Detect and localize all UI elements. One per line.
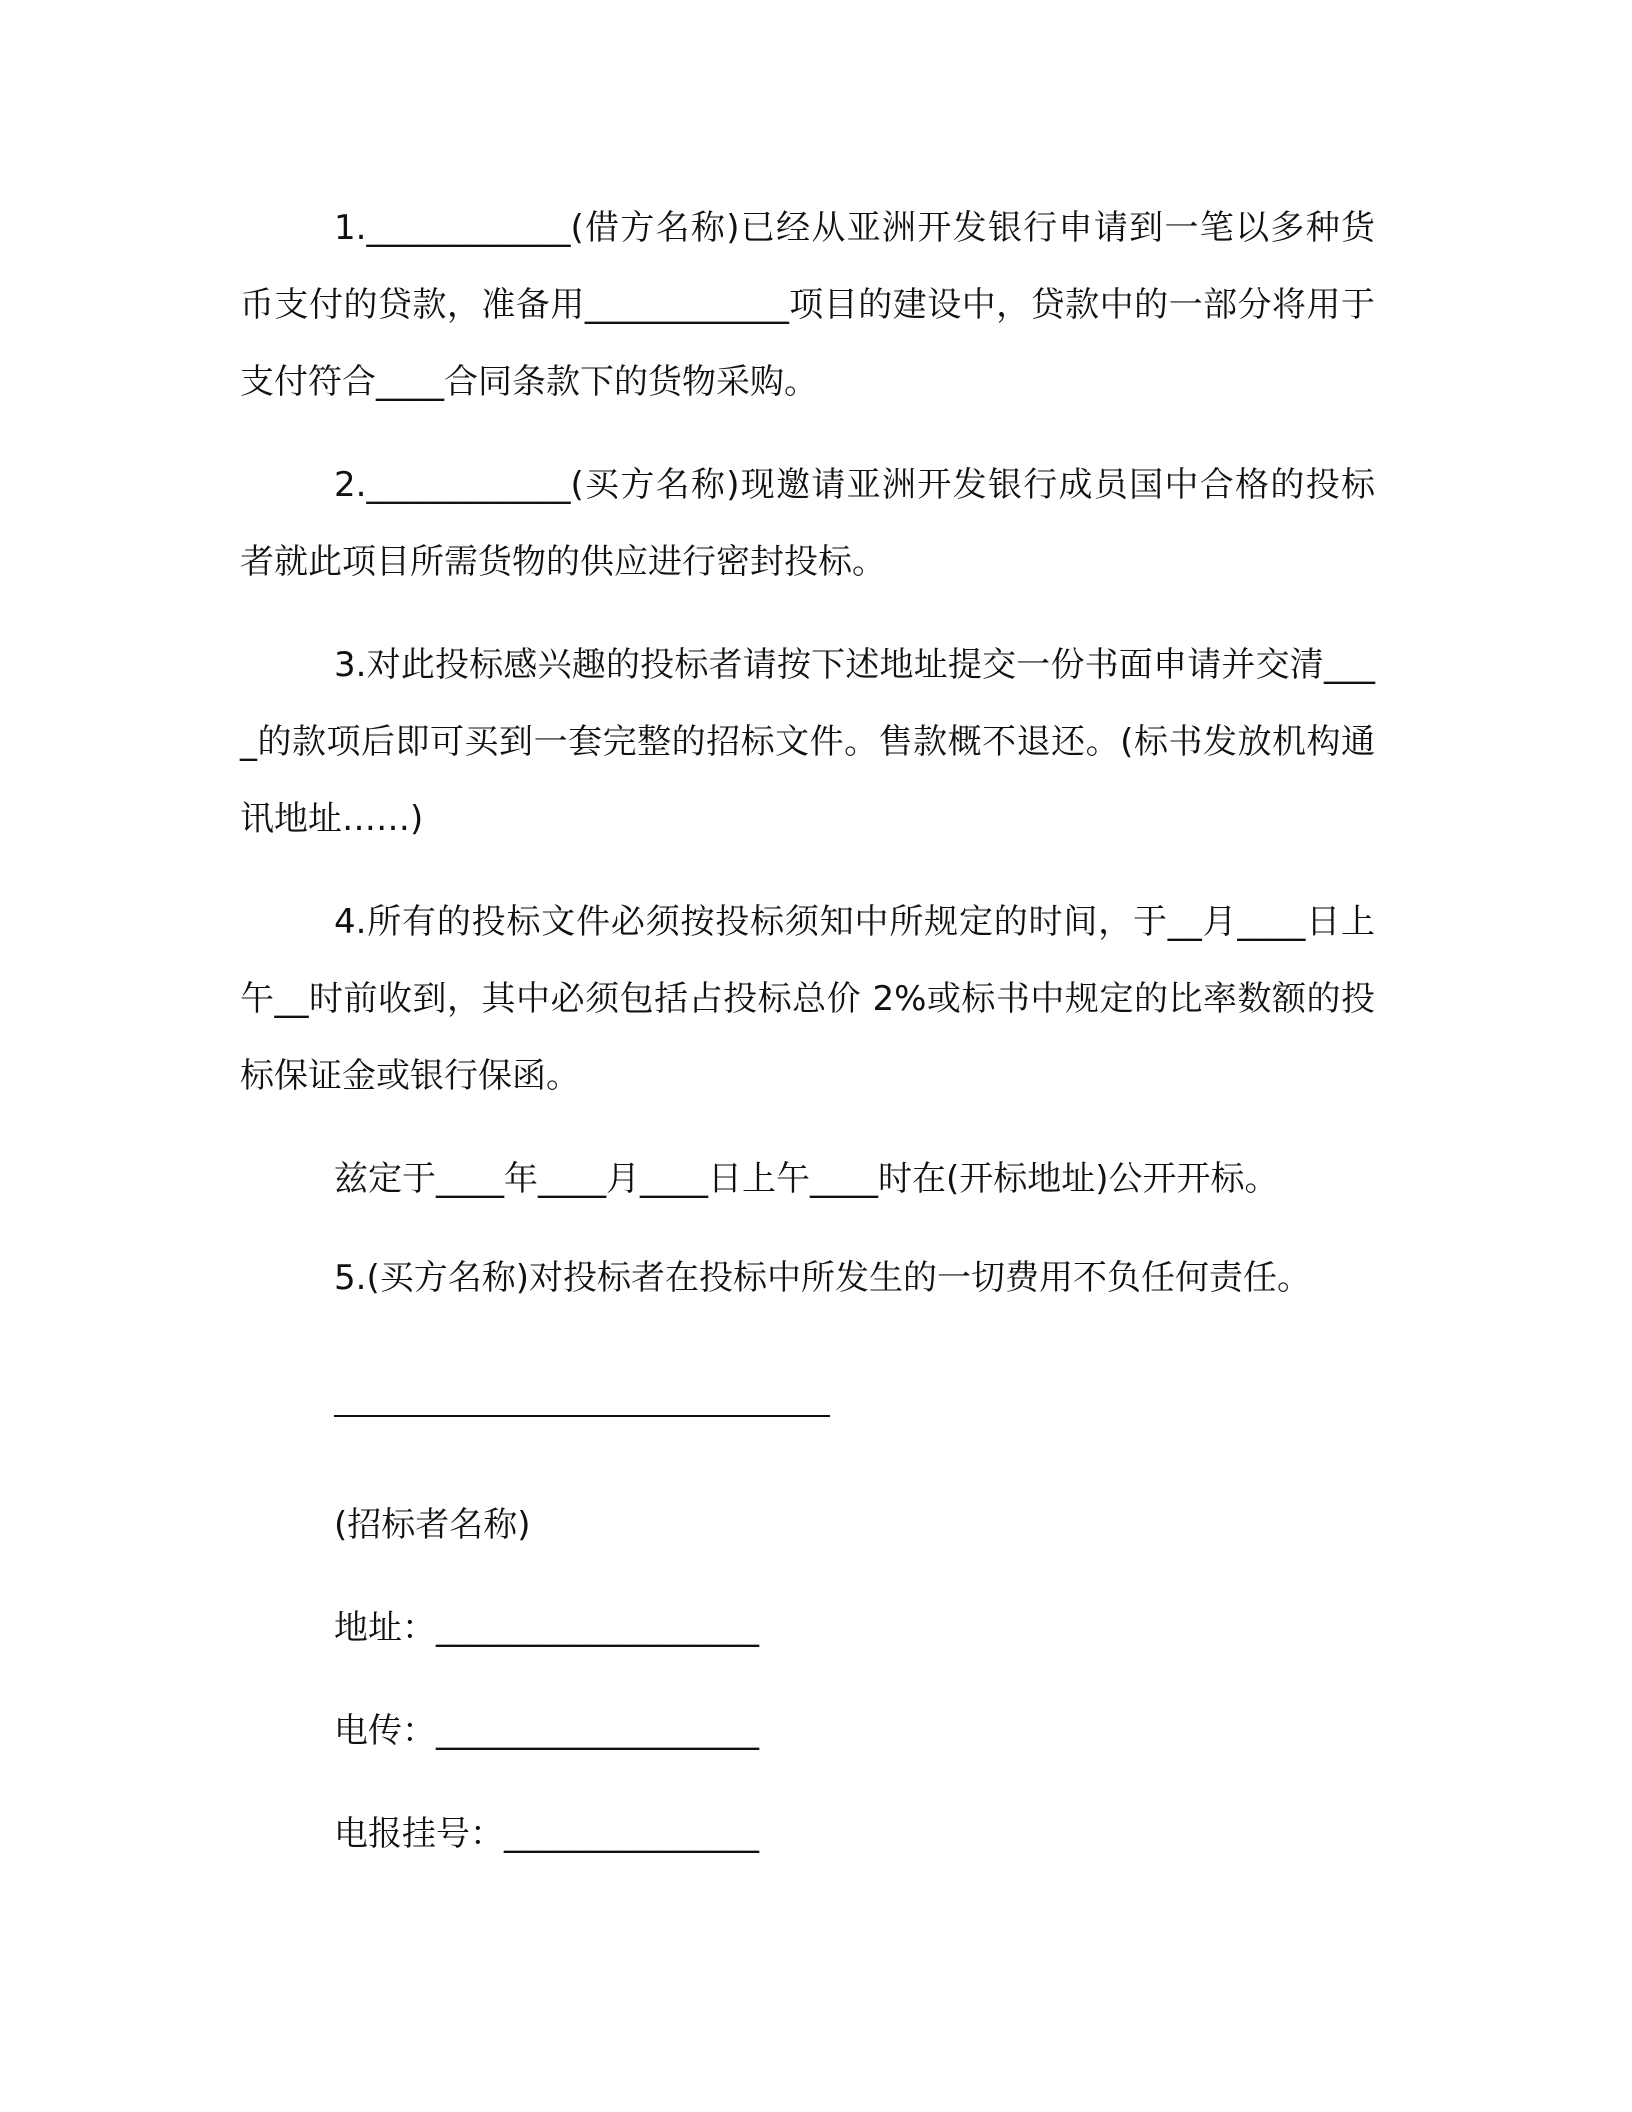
paragraph-opening-time: 兹定于____年____月____日上午____时在(开标地址)公开开标。: [334, 1159, 1279, 1199]
signature-blank: [334, 1371, 830, 1417]
paragraph-5: 5.(买方名称)对投标者在投标中所发生的一切费用不负任何责任。: [334, 1258, 1311, 1298]
document-body: [240, 190, 1375, 1886]
paragraph-4: 4.所有的投标文件必须按投标须知中所规定的时间，于__月____日上午__时前收到，其中必须包括占投标总价 2%或标书中规定的比率数额的投标保证金或银行保函。: [240, 902, 1375, 1096]
paragraph-2: 2.____________(买方名称)现邀请亚洲开发银行成员国中合格的投标者就此项目所需货物的供应进行密封投标。: [240, 465, 1375, 582]
paragraph-1: 1.____________(借方名称)已经从亚洲开发银行申请到一笔以多种货币支付的贷款，准备用____________项目的建设中，贷款中的一部分将用于支付符合____合同条款下的货物采购。: [240, 208, 1375, 402]
fax-field: 电传：___________________: [334, 1711, 759, 1751]
address-field: 地址：___________________: [334, 1608, 759, 1648]
cable-field: 电报挂号：_______________: [334, 1814, 759, 1854]
tenderer-name: (招标者名称): [334, 1505, 531, 1545]
signature-line: [240, 1371, 1375, 1474]
paragraph-3: 3.对此投标感兴趣的投标者请按下述地址提交一份书面申请并交清____的款项后即可买到一套完整的招标文件。售款概不退还。(标书发放机构通讯地址……): [240, 645, 1375, 839]
